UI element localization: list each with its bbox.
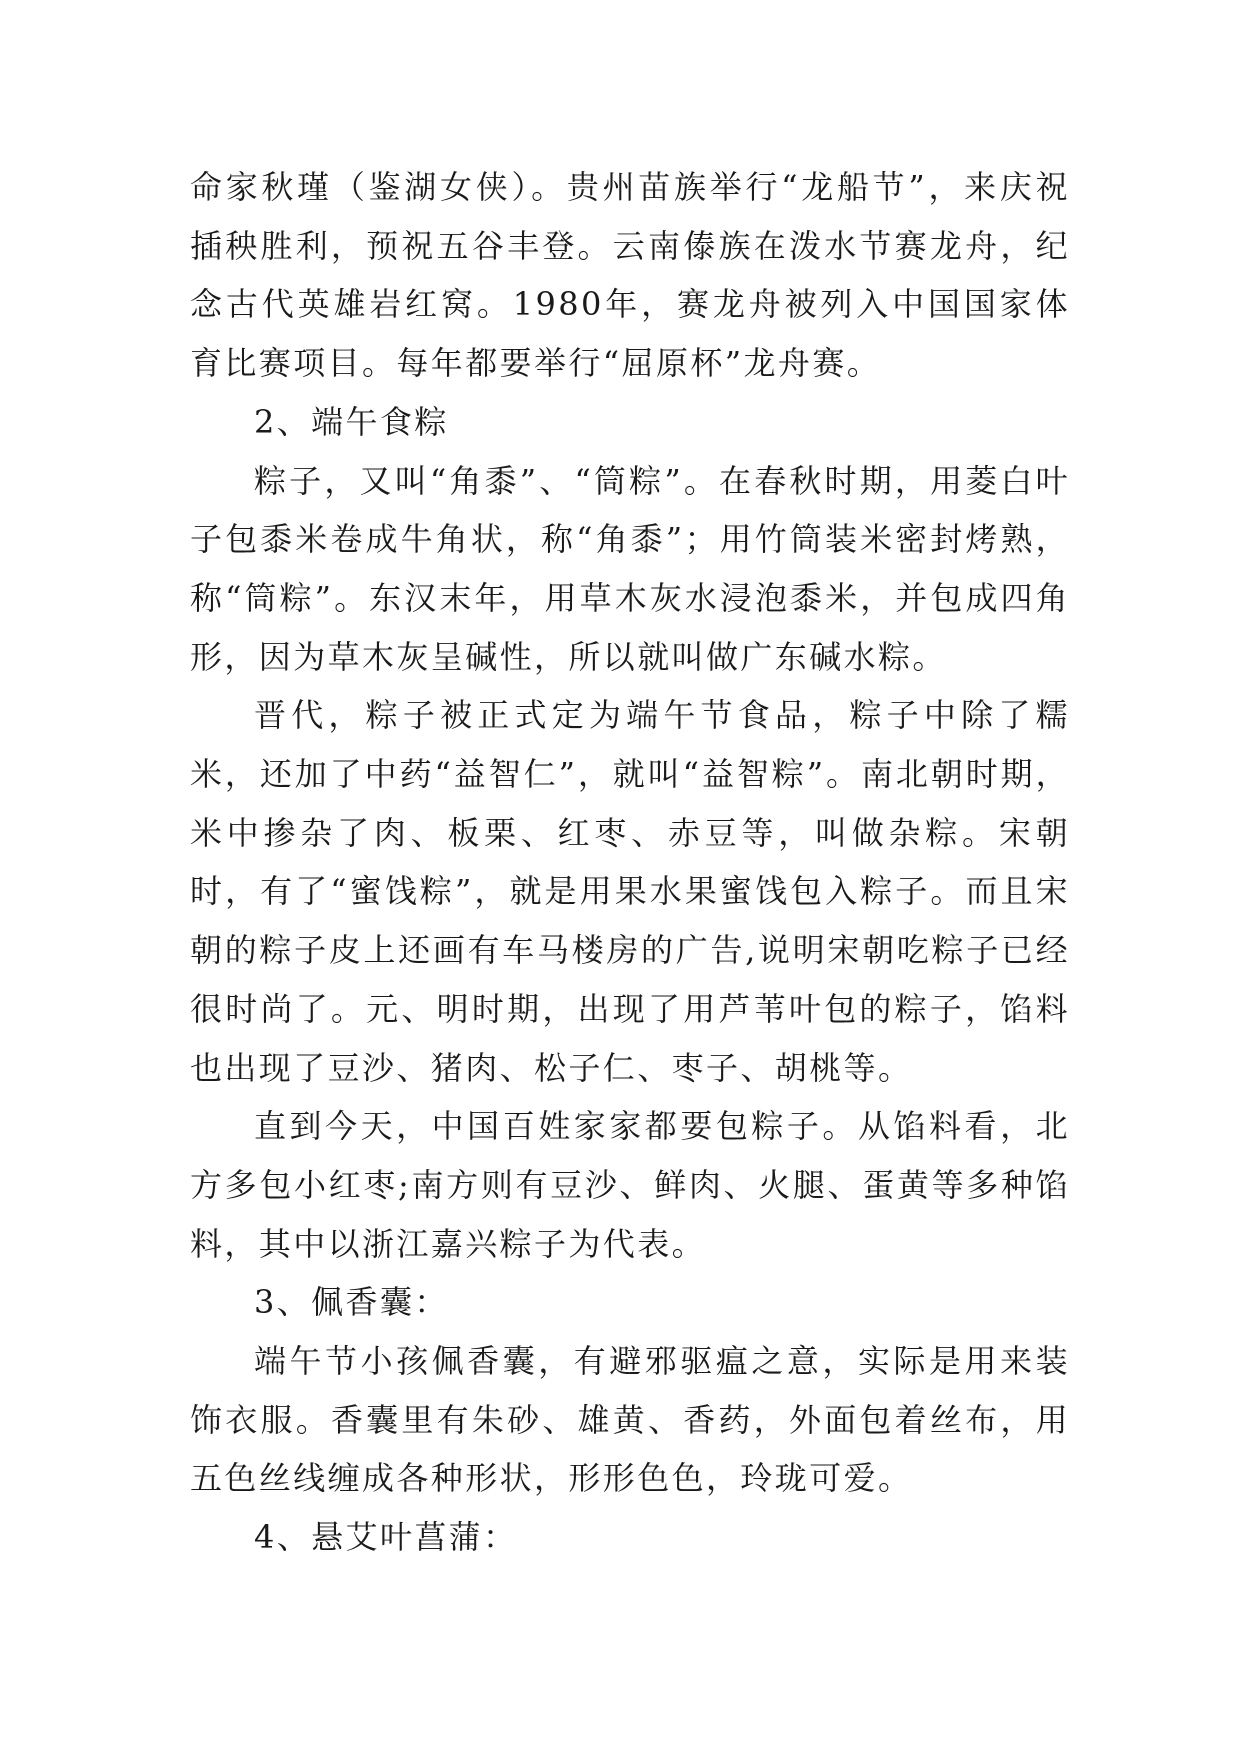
document-body [190,158,1070,1567]
paragraph-zongzi-today: 直到今天，中国百姓家家都要包粽子。从馅料看，北方多包小红枣;南方则有豆沙、鲜肉、火腿、蛋黄等多种馅料，其中以浙江嘉兴粽子为代表。 [190,1107,1070,1263]
section-heading-zongzi: 2、端午食粽 [254,402,449,441]
section-heading-sachet: 3、佩香囊： [254,1283,449,1322]
section-heading-mugwort: 4、悬艾叶菖蒲： [254,1518,518,1557]
paragraph-zongzi-history: 晋代，粽子被正式定为端午节食品，粽子中除了糯米，还加了中药“益智仁”，就叫“益智粽”。南北朝时期，米中掺杂了肉、板栗、红枣、赤豆等，叫做杂粽。宋朝时，有了“蜜饯粽”，就是用果水果蜜饯包入粽子。而且宋朝的粽子皮上还画有车马楼房的广告,说明宋朝吃粽子已经很时尚了。元、明时期，出现了用芦苇叶包的粽子，馅料也出现了豆沙、猪肉、松子仁、枣子、胡桃等。 [190,696,1070,1087]
paragraph-dragon-boat-continuation: 命家秋瑾（鉴湖女侠）。贵州苗族举行“龙船节”，来庆祝插秧胜利，预祝五谷丰登。云南傣族在泼水节赛龙舟，纪念古代英雄岩红窝。1980年，赛龙舟被列入中国国家体育比赛项目。每年都要举行“屈原杯”龙舟赛。 [190,168,1070,383]
paragraph-sachet: 端午节小孩佩香囊，有避邪驱瘟之意，实际是用来装饰衣服。香囊里有朱砂、雄黄、香药，外面包着丝布，用五色丝线缠成各种形状，形形色色，玲珑可爱。 [190,1342,1070,1498]
paragraph-zongzi-origin: 粽子，又叫“角黍”、“筒粽”。在春秋时期，用菱白叶子包黍米卷成牛角状，称“角黍”；用竹筒装米密封烤熟，称“筒粽”。东汉末年，用草木灰水浸泡黍米，并包成四角形，因为草木灰呈碱性，所以就叫做广东碱水粽。 [190,461,1070,676]
